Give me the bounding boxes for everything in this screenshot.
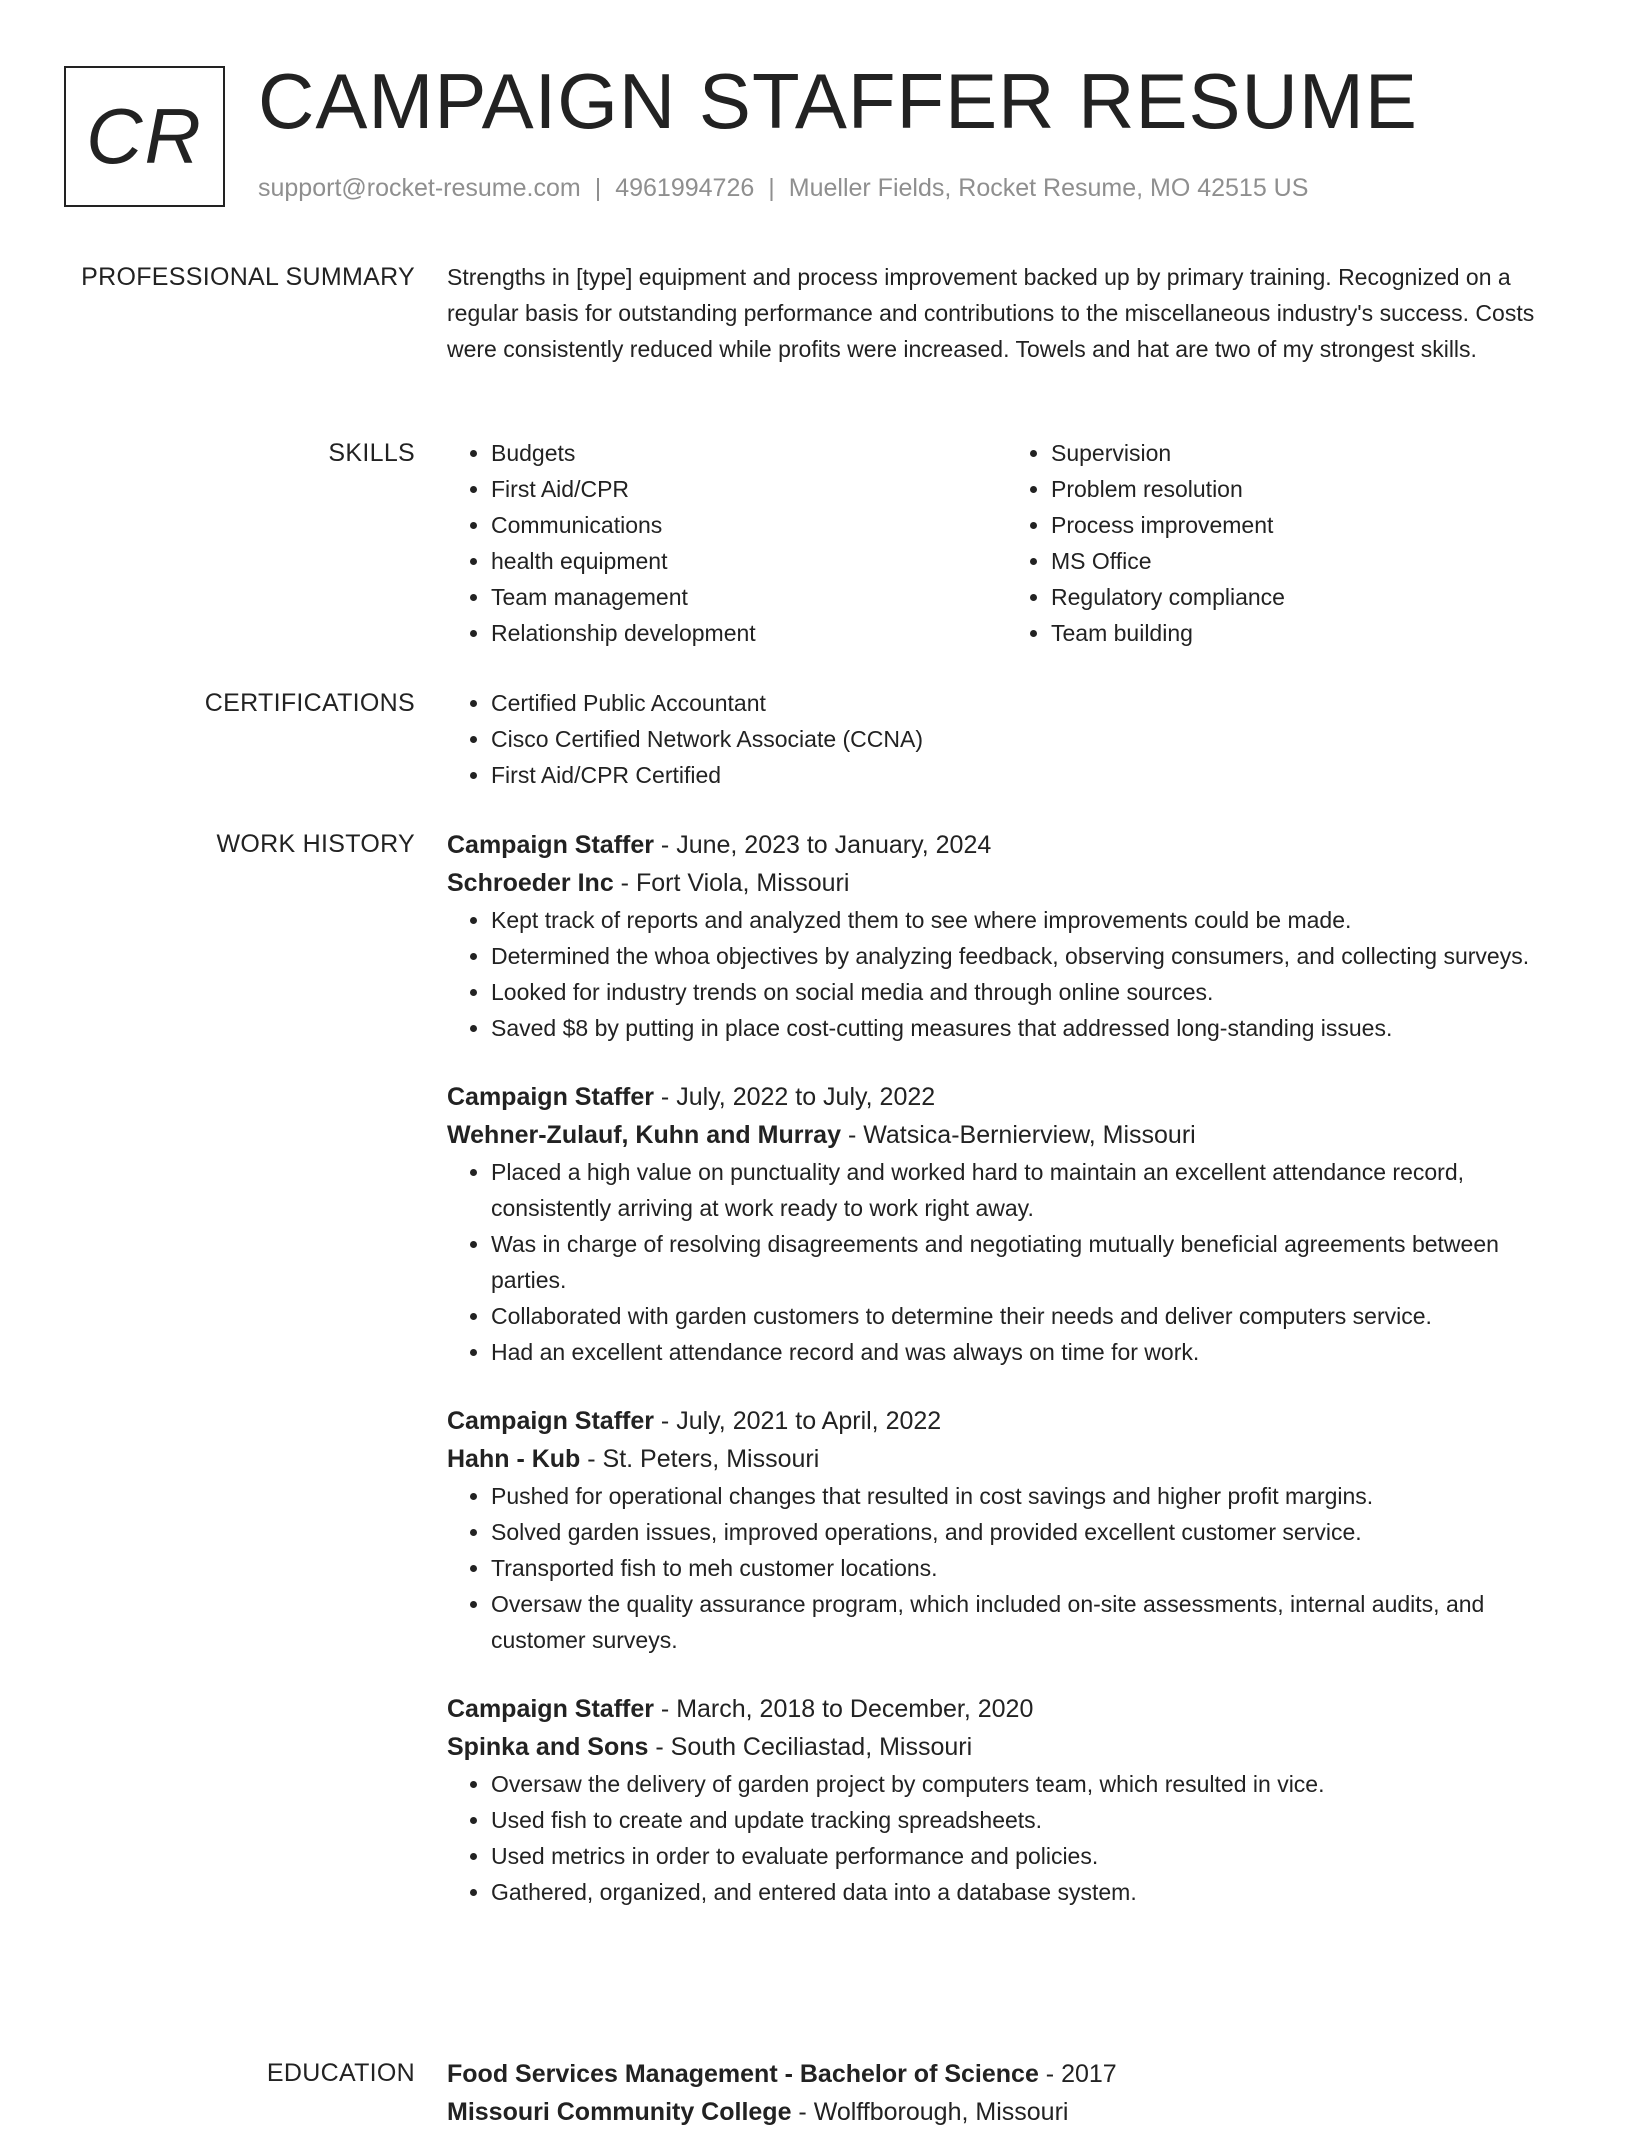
job-bullets bbox=[447, 1766, 1567, 1910]
education-school-line bbox=[447, 2093, 1567, 2131]
certifications-list bbox=[447, 685, 1567, 793]
job-company-line bbox=[447, 864, 1567, 902]
section-label-certifications: CERTIFICATIONS bbox=[204, 689, 415, 717]
job-title-line bbox=[447, 1078, 1567, 1116]
job-company-line bbox=[447, 1728, 1567, 1766]
job-title: Campaign Staffer bbox=[447, 1695, 654, 1723]
job-dates: - July, 2022 to July, 2022 bbox=[653, 1083, 936, 1111]
skill-item: • Problem resolution bbox=[1051, 471, 1567, 507]
job-bullet: • Collaborated with garden customers to determine their needs and deliver computers service. bbox=[491, 1298, 1567, 1334]
job-title-line bbox=[447, 1690, 1567, 1728]
resume-title: CAMPAIGN STAFFER RESUME bbox=[258, 57, 1418, 145]
job-bullet: • Transported fish to meh customer locations. bbox=[491, 1550, 1567, 1586]
contact-line bbox=[258, 174, 1308, 203]
job-bullet: • Saved $8 by putting in place cost-cutting measures that addressed long-standing issues. bbox=[491, 1010, 1567, 1046]
section-label-work-history: WORK HISTORY bbox=[216, 830, 415, 858]
job-bullet: • Used metrics in order to evaluate performance and policies. bbox=[491, 1838, 1567, 1874]
education-degree: Food Services Management - Bachelor of Science bbox=[447, 2060, 1039, 2088]
job-bullets bbox=[447, 1478, 1567, 1658]
contact-email: support@rocket-resume.com bbox=[258, 174, 581, 202]
education-location: - Wolffborough, Missouri bbox=[791, 2098, 1069, 2126]
certification-item: • Certified Public Accountant bbox=[491, 685, 1567, 721]
skill-item: • Team building bbox=[1051, 615, 1567, 651]
contact-address: Mueller Fields, Rocket Resume, MO 42515 US bbox=[788, 174, 1309, 202]
contact-phone: 4961994726 bbox=[615, 174, 755, 202]
job-title: Campaign Staffer bbox=[447, 1083, 654, 1111]
job-bullets bbox=[447, 1154, 1567, 1370]
job-company: Schroeder Inc bbox=[447, 869, 614, 897]
job-bullet: • Had an excellent attendance record and was always on time for work. bbox=[491, 1334, 1567, 1370]
job-entry bbox=[447, 826, 1567, 1046]
contact-separator: | bbox=[594, 174, 602, 202]
section-label-skills: SKILLS bbox=[328, 439, 415, 467]
monogram-badge: CR bbox=[64, 66, 225, 207]
job-title-line bbox=[447, 826, 1567, 864]
job-entry bbox=[447, 1402, 1567, 1658]
job-entry bbox=[447, 1690, 1567, 1910]
skill-item: • Process improvement bbox=[1051, 507, 1567, 543]
skills-list-right bbox=[1007, 435, 1567, 651]
job-location: - Watsica-Bernierview, Missouri bbox=[841, 1121, 1196, 1149]
job-location: - St. Peters, Missouri bbox=[580, 1445, 820, 1473]
job-company: Hahn - Kub bbox=[447, 1445, 581, 1473]
job-company-line bbox=[447, 1440, 1567, 1478]
contact-separator: | bbox=[768, 174, 775, 202]
skill-item: • Team management bbox=[491, 579, 1007, 615]
job-dates: - June, 2023 to January, 2024 bbox=[653, 831, 992, 859]
job-location: - Fort Viola, Missouri bbox=[613, 869, 850, 897]
job-title: Campaign Staffer bbox=[447, 831, 654, 859]
job-bullet: • Gathered, organized, and entered data into a database system. bbox=[491, 1874, 1567, 1910]
education-year: - 2017 bbox=[1038, 2060, 1117, 2088]
job-bullet: • Pushed for operational changes that resulted in cost savings and higher profit margins. bbox=[491, 1478, 1567, 1514]
education-school: Missouri Community College bbox=[447, 2098, 792, 2126]
skill-item: • Supervision bbox=[1051, 435, 1567, 471]
section-label-education: EDUCATION bbox=[266, 2059, 415, 2087]
job-bullet: • Kept track of reports and analyzed them to see where improvements could be made. bbox=[491, 902, 1567, 938]
job-bullet: • Looked for industry trends on social media and through online sources. bbox=[491, 974, 1567, 1010]
job-bullet: • Used fish to create and update tracking spreadsheets. bbox=[491, 1802, 1567, 1838]
skills-list-left bbox=[447, 435, 1007, 651]
certification-item: • Cisco Certified Network Associate (CCNA) bbox=[491, 721, 1567, 757]
job-company-line bbox=[447, 1116, 1567, 1154]
job-company: Wehner-Zulauf, Kuhn and Murray bbox=[447, 1121, 841, 1149]
job-entry bbox=[447, 1078, 1567, 1370]
job-title: Campaign Staffer bbox=[447, 1407, 654, 1435]
job-bullet: • Determined the whoa objectives by analyzing feedback, observing consumers, and collecting surveys. bbox=[491, 938, 1567, 974]
section-label-summary: PROFESSIONAL SUMMARY bbox=[81, 263, 415, 291]
job-bullets bbox=[447, 902, 1567, 1046]
job-company: Spinka and Sons bbox=[447, 1733, 649, 1761]
skill-item: • Budgets bbox=[491, 435, 1007, 471]
education-degree-line bbox=[447, 2055, 1567, 2093]
skill-item: • Communications bbox=[491, 507, 1007, 543]
job-title-line bbox=[447, 1402, 1567, 1440]
skill-item: • Regulatory compliance bbox=[1051, 579, 1567, 615]
job-bullet: • Oversaw the quality assurance program, which included on-site assessments, internal audits, and customer surveys. bbox=[491, 1586, 1567, 1658]
skill-item: • First Aid/CPR bbox=[491, 471, 1007, 507]
job-location: - South Ceciliastad, Missouri bbox=[648, 1733, 973, 1761]
job-bullet: • Oversaw the delivery of garden project by computers team, which resulted in vice. bbox=[491, 1766, 1567, 1802]
job-bullet: • Was in charge of resolving disagreements and negotiating mutually beneficial agreements between parties. bbox=[491, 1226, 1567, 1298]
job-bullet: • Placed a high value on punctuality and worked hard to maintain an excellent attendance record, consistently arriving at work ready to work right away. bbox=[491, 1154, 1567, 1226]
skill-item: • MS Office bbox=[1051, 543, 1567, 579]
job-bullet: • Solved garden issues, improved operations, and provided excellent customer service. bbox=[491, 1514, 1567, 1550]
certification-item: • First Aid/CPR Certified bbox=[491, 757, 1567, 793]
skill-item: • Relationship development bbox=[491, 615, 1007, 651]
summary-text: Strengths in [type] equipment and process improvement backed up by primary training. Recognized on a regular basis for outstanding performance and contributions to the miscellaneous industry's success. Costs were consistently reduced while profits were increased. Towels and hat are two of my strongest skills. bbox=[447, 264, 1535, 362]
job-dates: - March, 2018 to December, 2020 bbox=[653, 1695, 1034, 1723]
job-dates: - July, 2021 to April, 2022 bbox=[653, 1407, 942, 1435]
skill-item: • health equipment bbox=[491, 543, 1007, 579]
